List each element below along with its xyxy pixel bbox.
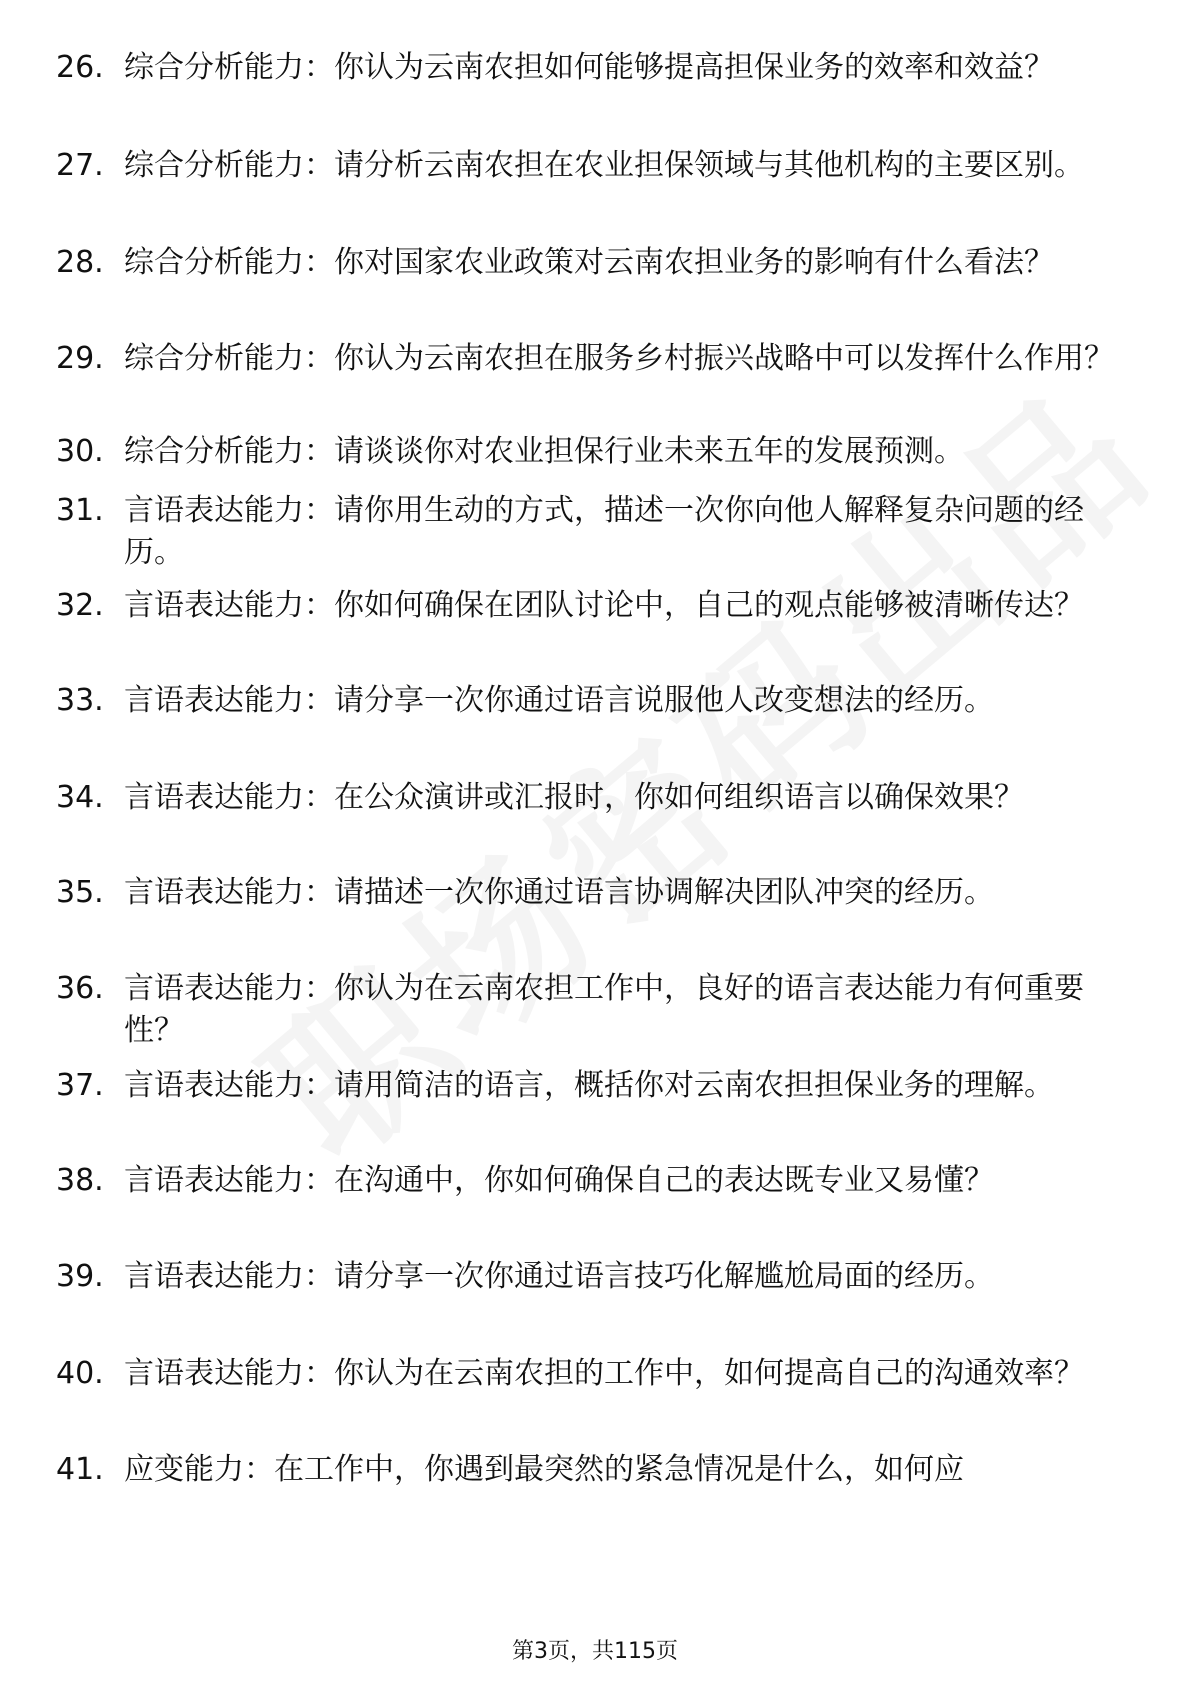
item-text: 言语表达能力：你如何确保在团队讨论中，自己的观点能够被清晰传达？: [124, 588, 1084, 623]
item-number: 33.: [56, 683, 104, 718]
item-text: 言语表达能力：你认为在云南农担工作中，良好的语言表达能力有何重要性？: [124, 971, 1084, 1048]
item-number: 37.: [56, 1068, 104, 1103]
item-number: 30.: [56, 434, 104, 469]
item-number: 36.: [56, 971, 104, 1006]
item-number: 39.: [56, 1259, 104, 1294]
item-number: 38.: [56, 1163, 104, 1198]
item-number: 27.: [56, 148, 104, 183]
item-text: 综合分析能力：你对国家农业政策对云南农担业务的影响有什么看法？: [124, 245, 1054, 280]
item-text: 综合分析能力：请谈谈你对农业担保行业未来五年的发展预测。: [124, 434, 964, 469]
item-text: 言语表达能力：在公众演讲或汇报时，你如何组织语言以确保效果？: [124, 780, 1024, 815]
item-number: 31.: [56, 493, 104, 528]
item-text: 言语表达能力：请分享一次你通过语言说服他人改变想法的经历。: [124, 683, 994, 718]
item-text: 言语表达能力：请描述一次你通过语言协调解决团队冲突的经历。: [124, 875, 994, 910]
page-footer: 第3页，共115页: [512, 1639, 678, 1664]
item-number: 26.: [56, 50, 104, 85]
item-text: 言语表达能力：请分享一次你通过语言技巧化解尴尬局面的经历。: [124, 1259, 994, 1294]
item-number: 35.: [56, 875, 104, 910]
item-number: 29.: [56, 341, 104, 376]
item-text: 应变能力：在工作中，你遇到最突然的紧急情况是什么，如何应: [124, 1452, 964, 1487]
item-number: 40.: [56, 1356, 104, 1391]
item-text: 言语表达能力：在沟通中，你如何确保自己的表达既专业又易懂？: [124, 1163, 994, 1198]
item-text: 言语表达能力：请用简洁的语言，概括你对云南农担担保业务的理解。: [124, 1068, 1054, 1103]
item-text: 言语表达能力：你认为在云南农担的工作中，如何提高自己的沟通效率？: [124, 1356, 1084, 1391]
item-text: 综合分析能力：请分析云南农担在农业担保领域与其他机构的主要区别。: [124, 148, 1084, 183]
item-number: 32.: [56, 588, 104, 623]
item-text: 言语表达能力：请你用生动的方式，描述一次你向他人解释复杂问题的经历。: [124, 493, 1084, 570]
item-text: 综合分析能力：你认为云南农担如何能够提高担保业务的效率和效益？: [124, 50, 1054, 85]
item-number: 28.: [56, 245, 104, 280]
item-text: 综合分析能力：你认为云南农担在服务乡村振兴战略中可以发挥什么作用？: [124, 341, 1114, 376]
item-number: 41.: [56, 1452, 104, 1487]
item-number: 34.: [56, 780, 104, 815]
